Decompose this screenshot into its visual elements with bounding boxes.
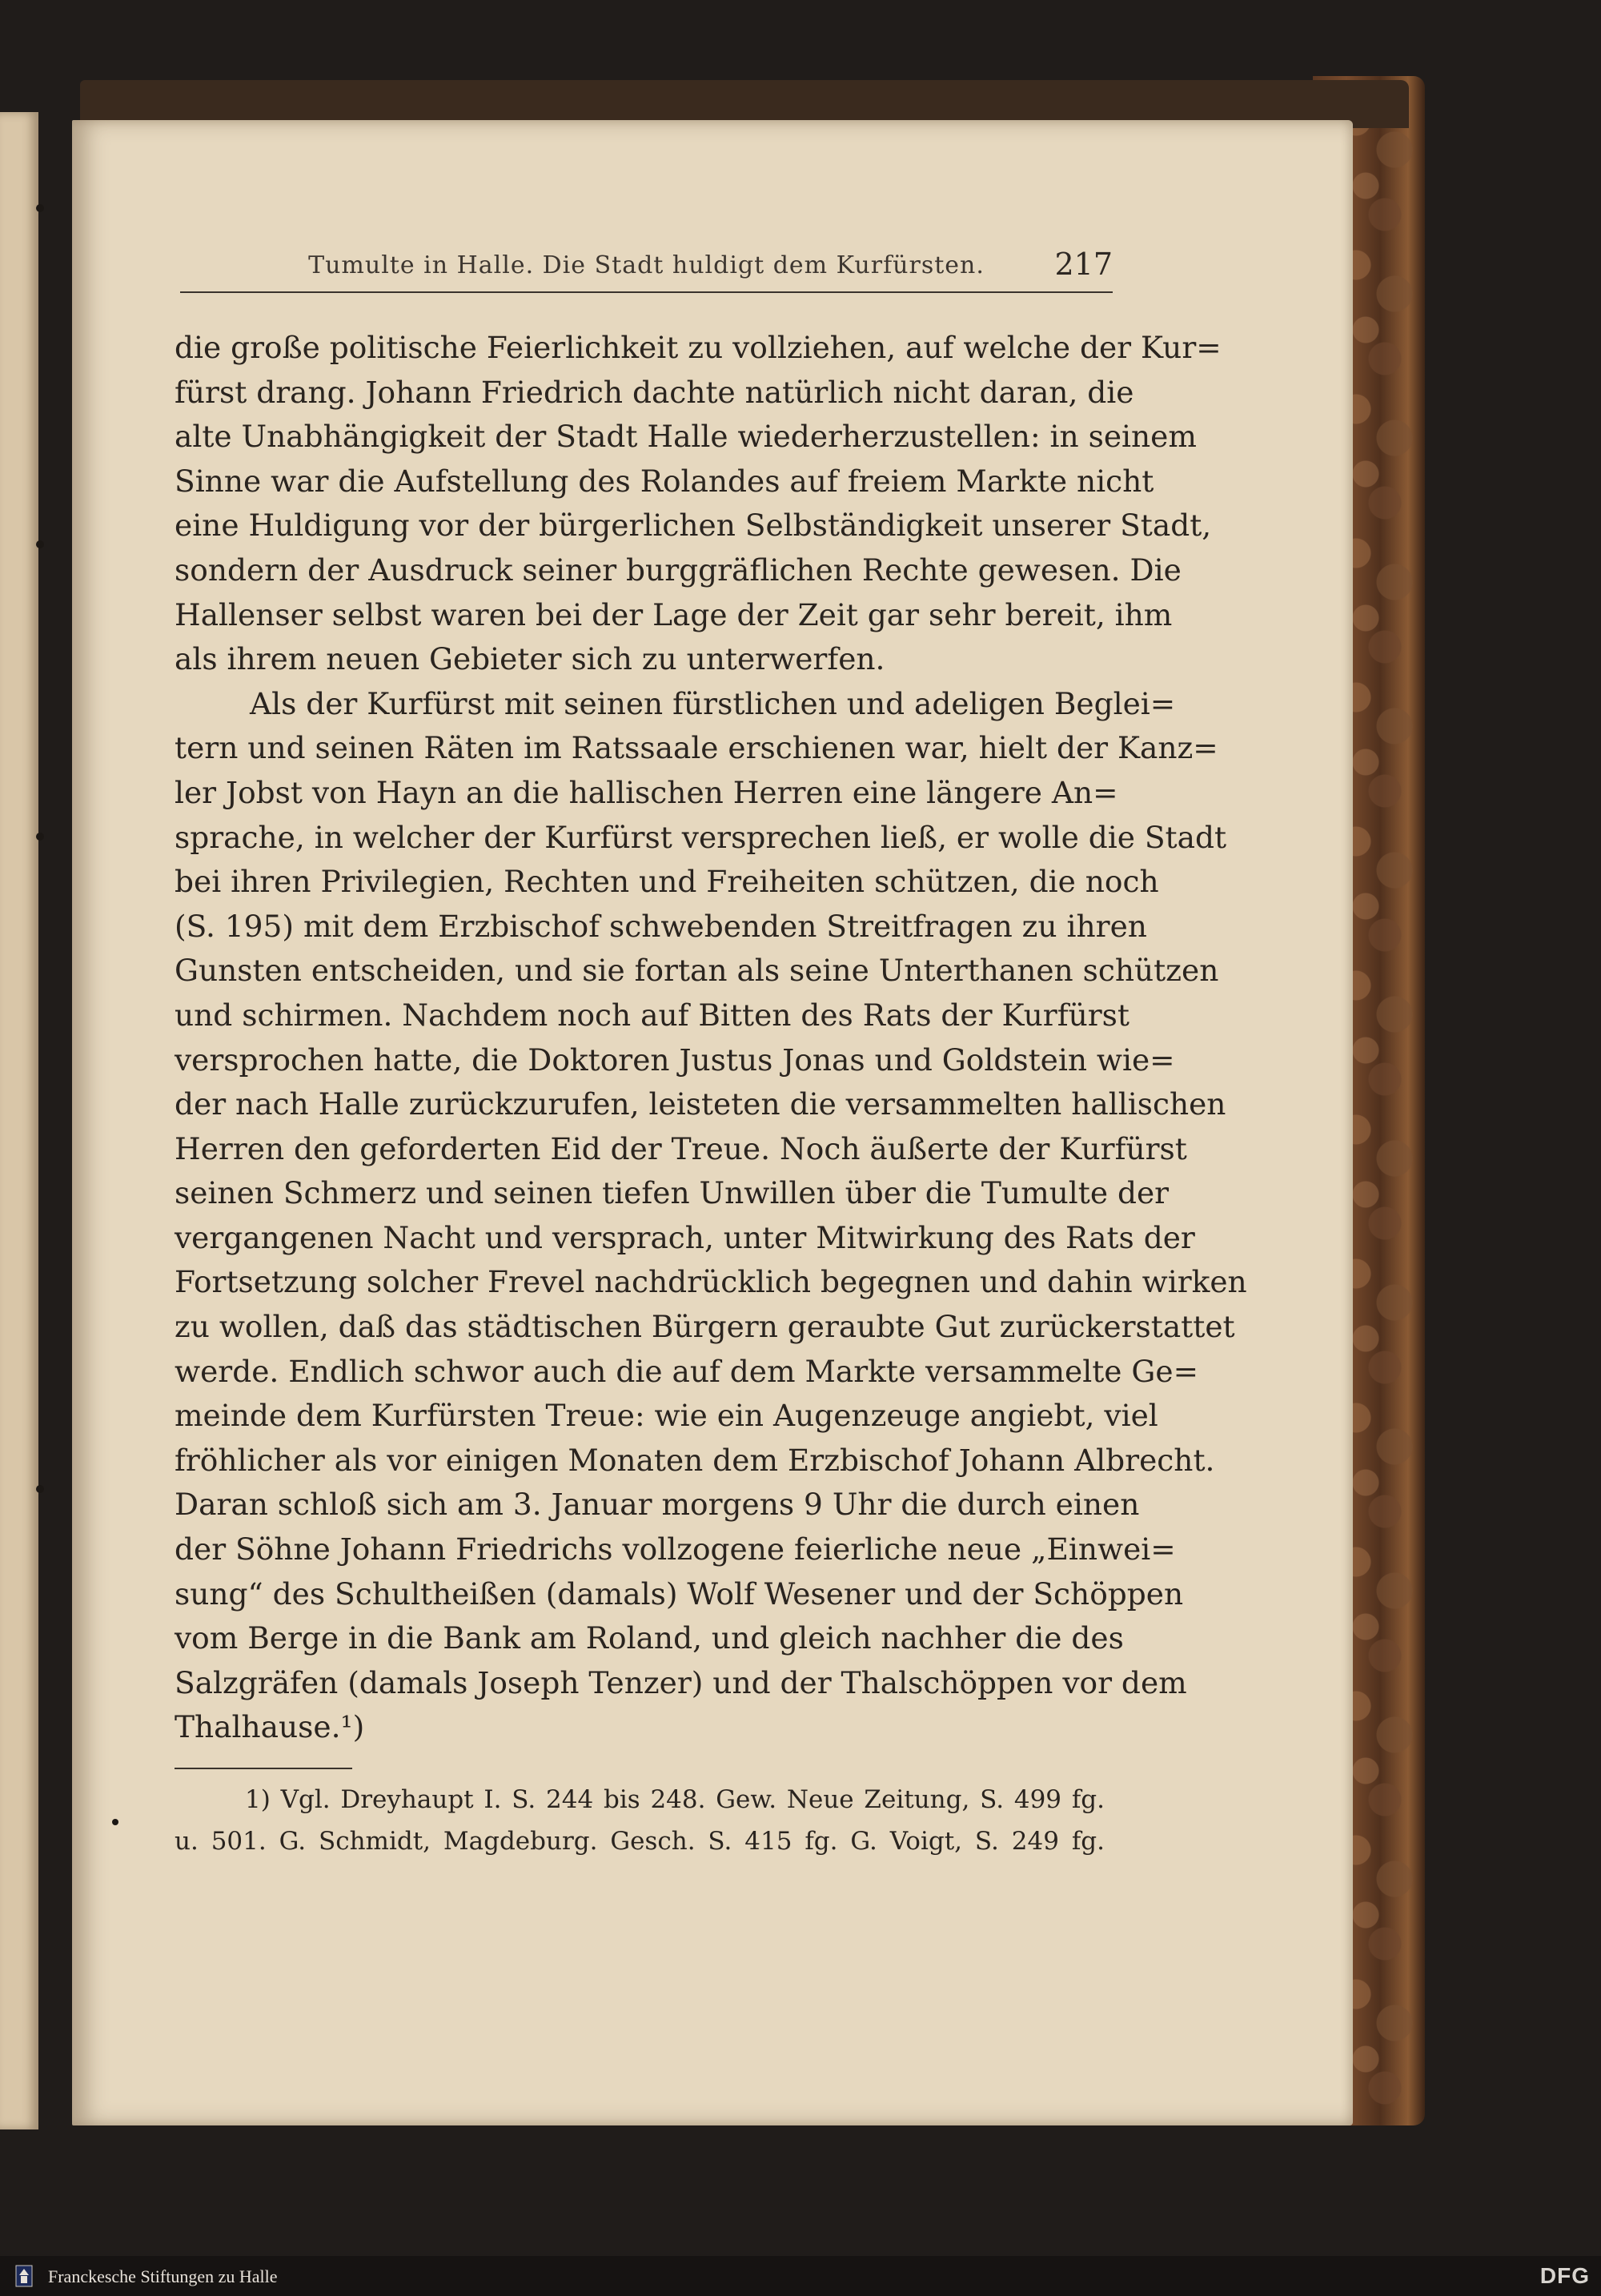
footnote-rule (175, 1768, 352, 1769)
text-line: bei ihren Privilegien, Rechten und Freiheiten schützen, die noch (175, 864, 1159, 900)
text-line: sondern der Ausdruck seiner burggräflichen Rechte gewesen. Die (175, 552, 1182, 588)
footnotes (175, 1779, 1105, 1862)
text-line: seinen Schmerz und seinen tiefen Unwillen über die Tumulte der (175, 1175, 1170, 1211)
text-line: sung“ des Schultheißen (damals) Wolf Wesener und der Schöppen (175, 1575, 1184, 1612)
text-line: eine Huldigung vor der bürgerlichen Selbständigkeit unserer Stadt, (175, 508, 1212, 544)
text-line: zu wollen, daß das städtischen Bürgern geraubte Gut zurückerstattet (175, 1309, 1235, 1345)
page-speck (112, 1819, 118, 1825)
text-line: meinde dem Kurfürsten Treue: wie ein Augenzeuge angiebt, viel (175, 1398, 1158, 1434)
facing-page-edge (0, 112, 38, 2129)
text-line: tern und seinen Räten im Ratssaale erschienen war, hielt der Kanz= (175, 730, 1218, 766)
text-line: alte Unabhängigkeit der Stadt Halle wiederherzustellen: in seinem (175, 419, 1197, 455)
text-line: Thalhause.¹) (175, 1709, 365, 1745)
body-text (175, 326, 1247, 1750)
viewer-footer (0, 2256, 1601, 2296)
text-line: Fortsetzung solcher Frevel nachdrücklich begegnen und dahin wirken (175, 1264, 1247, 1300)
institution-logo-icon (14, 2264, 34, 2288)
text-line: sprache, in welcher der Kurfürst versprechen ließ, er wolle die Stadt (175, 819, 1227, 855)
binding-mark (36, 833, 44, 841)
text-line: fürst drang. Johann Friedrich dachte natürlich nicht daran, die (175, 374, 1134, 410)
text-line: werde. Endlich schwor auch die auf dem Markte versammelte Ge= (175, 1353, 1198, 1389)
binding-mark (36, 204, 44, 212)
text-line: der nach Halle zurückzurufen, leisteten die versammelten hallischen (175, 1086, 1226, 1122)
text-line: Sinne war die Aufstellung des Rolandes auf freiem Markte nicht (175, 463, 1154, 499)
text-line: Hallenser selbst waren bei der Lage der Zeit gar sehr bereit, ihm (175, 596, 1173, 632)
running-head (180, 247, 1113, 293)
binding-mark (36, 1485, 44, 1493)
text-line: vergangenen Nacht und versprach, unter Mitwirkung des Rats der (175, 1219, 1195, 1255)
footnote-line: u. 501. G. Schmidt, Magdeburg. Gesch. S. 415 fg. G. Voigt, S. 249 fg. (175, 1827, 1105, 1856)
running-title: Tumulte in Halle. Die Stadt huldigt dem Kurfürsten. (308, 251, 985, 279)
text-line: Daran schloß sich am 3. Januar morgens 9 Uhr die durch einen (175, 1487, 1140, 1523)
text-line: der Söhne Johann Friedrichs vollzogene feierliche neue „Einwei= (175, 1531, 1176, 1567)
text-line: versprochen hatte, die Doktoren Justus Jonas und Goldstein wie= (175, 1042, 1175, 1078)
page-number: 217 (1054, 247, 1113, 282)
text-line: Herren den geforderten Eid der Treue. Noch äußerte der Kurfürst (175, 1130, 1187, 1166)
text-line: als ihrem neuen Gebieter sich zu unterwerfen. (175, 641, 885, 677)
text-line: Salzgräfen (damals Joseph Tenzer) und der Thalschöppen vor dem (175, 1664, 1187, 1700)
text-line: die große politische Feierlichkeit zu vollziehen, auf welche der Kur= (175, 330, 1222, 365)
text-line: vom Berge in die Bank am Roland, und gleich nachher die des (175, 1620, 1124, 1656)
text-line: (S. 195) mit dem Erzbischof schwebenden Streitfragen zu ihren (175, 908, 1147, 944)
dfg-logo: DFG (1539, 2263, 1590, 2288)
text-line: Als der Kurfürst mit seinen fürstlichen und adeligen Beglei= (250, 685, 1176, 721)
institution-name: Franckesche Stiftungen zu Halle (48, 2266, 278, 2286)
footnote-line: 1) Vgl. Dreyhaupt I. S. 244 bis 248. Gew. Neue Zeitung, S. 499 fg. (245, 1785, 1105, 1814)
text-line: fröhlicher als vor einigen Monaten dem Erzbischof Johann Albrecht. (175, 1442, 1215, 1478)
text-line: Gunsten entscheiden, und sie fortan als seine Unterthanen schützen (175, 953, 1219, 989)
text-line: ler Jobst von Hayn an die hallischen Herren eine längere An= (175, 774, 1118, 810)
binding-mark (36, 540, 44, 548)
text-line: und schirmen. Nachdem noch auf Bitten des Rats der Kurfürst (175, 997, 1130, 1033)
